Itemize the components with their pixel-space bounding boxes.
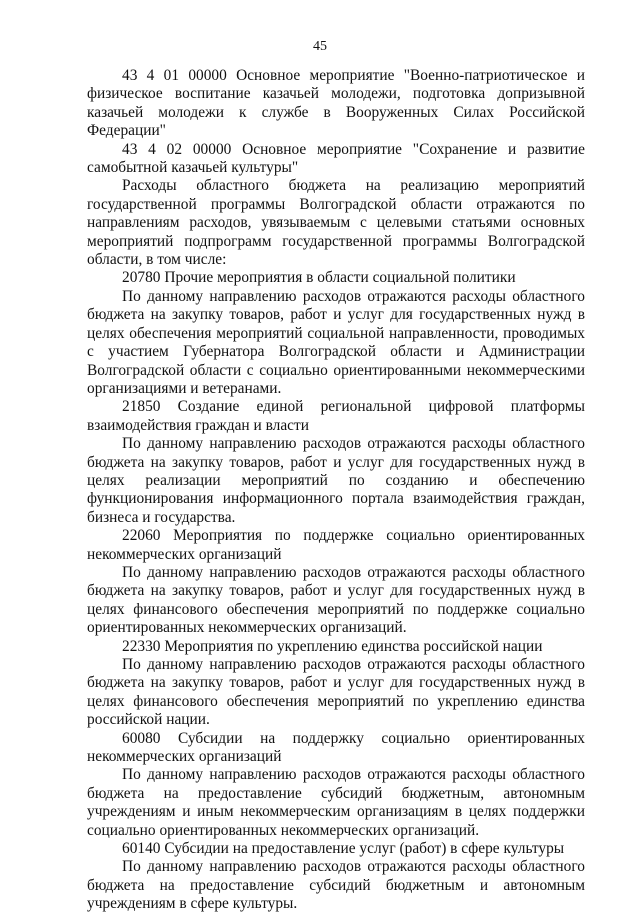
section-heading: 20780 Прочие мероприятия в области социальной политики: [122, 269, 516, 287]
section-heading: 60140 Субсидии на предоставление услуг (работ) в сфере культуры: [122, 840, 565, 858]
document-body: [87, 67, 585, 914]
paragraph: По данному направлению расходов отражаются расходы областного бюджета на закупку товаров, работ и услуг для государственных нужд в целях реализации мероприятий по созданию и обеспечению функционирования информационного портала взаимодействия граждан, бизнеса и государства.: [87, 435, 585, 526]
paragraph: По данному направлению расходов отражаются расходы областного бюджета на закупку товаров, работ и услуг для государственных нужд в целях финансового обеспечения мероприятий по укреплению единства российской нации.: [87, 656, 585, 729]
page-number: 45: [313, 39, 327, 54]
paragraph: 43 4 01 00000 Основное мероприятие "Военно-патриотическое и физическое воспитание казачьей молодежи, подготовка допризывной казачьей молодежи к службе в Вооруженных Силах Российской Федерации": [87, 67, 585, 140]
section-heading: 22060 Мероприятия по поддержке социально ориентированных некоммерческих организаций: [87, 527, 585, 563]
paragraph: По данному направлению расходов отражаются расходы областного бюджета на предоставление субсидий бюджетным, автономным учреждениям и иным некоммерческим организациям в целях поддержки социально ориентированных некоммерческих организаций.: [87, 766, 585, 839]
paragraph: По данному направлению расходов отражаются расходы областного бюджета на закупку товаров, работ и услуг для государственных нужд в целях финансового обеспечения мероприятий по поддержке социально ориентированных некоммерческих организаций.: [87, 563, 585, 637]
paragraph: Расходы областного бюджета на реализацию мероприятий государственной программы Волгоградской области отражаются по направлениям расходов, увязываемым с целевыми статьями основных мероприятий подпрограмм государственной программы Волгоградской области, в том числе:: [87, 177, 585, 269]
paragraph: 43 4 02 00000 Основное мероприятие "Сохранение и развитие самобытной казачьей культуры": [87, 140, 585, 177]
paragraph: По данному направлению расходов отражаются расходы областного бюджета на закупку товаров, работ и услуг для государственных нужд в целях обеспечения мероприятий социальной направленности, проводимых с участием Губернатора Волгоградской области и Администрации Волгоградской области с социально ориентированными некоммерческими организациями и ветеранами.: [87, 287, 585, 397]
paragraph: По данному направлению расходов отражаются расходы областного бюджета на предоставление субсидий бюджетным и автономным учреждениям в сфере культуры.: [87, 858, 585, 913]
section-heading: 22330 Мероприятия по укреплению единства российской нации: [122, 637, 543, 655]
section-heading: 60080 Субсидии на поддержку социально ориентированных некоммерческих организаций: [87, 729, 585, 766]
section-heading: 21850 Создание единой региональной цифровой платформы взаимодействия граждан и власти: [87, 398, 585, 434]
